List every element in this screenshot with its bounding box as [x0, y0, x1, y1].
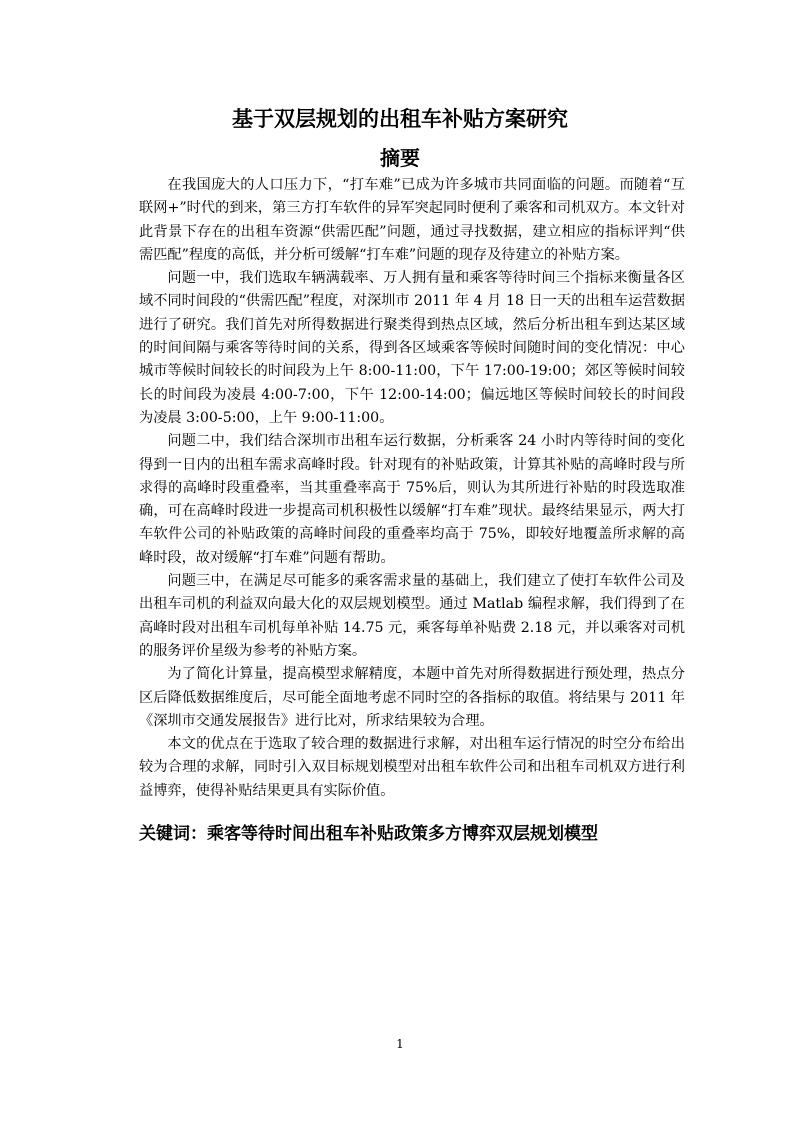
abstract-paragraph: 问题二中，我们结合深圳市出租车运行数据，分析乘客 24 小时内等待时间的变化得到一日内的出租车需求高峰时段。针对现有的补贴政策，计算其补贴的高峰时段与所求得的高峰时段重叠率，当其重叠率高于 75%后，则认为其所进行补贴的时段选取准确，可在高峰时段进一步提高司机积极性以缓解“打车难”现状。最终结果显示，两大打车软件公司的补贴政策的高峰时间段的重叠率均高于 75%，即较好地覆盖所求解的高峰时段，故对缓解“打车难”问题有帮助。: [139, 433, 685, 566]
abstract-heading: 摘要: [380, 146, 420, 170]
paper-title: 基于双层规划的出租车补贴方案研究: [232, 107, 568, 131]
abstract-paragraph: 为了简化计算量，提高模型求解精度，本题中首先对所得数据进行预处理，热点分区后降低数据维度后，尽可能全面地考虑不同时空的各指标的取值。将结果与 2011 年《深圳市交通发展报告》进行比对，所求结果较为合理。: [139, 666, 685, 729]
keywords-line: [139, 820, 699, 848]
abstract-paragraph: 问题三中，在满足尽可能多的乘客需求量的基础上，我们建立了使打车软件公司及出租车司机的利益双向最大化的双层规划模型。通过 Matlab 编程求解，我们得到了在高峰时段对出租车司机每单补贴 14.75 元，乘客每单补贴费 2.18 元，并以乘客对司机的服务评价星级为参考的补贴方案。: [139, 573, 685, 659]
abstract-paragraph: 在我国庞大的人口压力下，“打车难”已成为许多城市共同面临的问题。而随着“互联网+”时代的到来，第三方打车软件的异军突起同时便利了乘客和司机双方。本文针对此背景下存在的出租车资源“供需匹配”问题，通过寻找数据，建立相应的指标评判“供需匹配”程度的高低，并分析可缓解“打车难”问题的现存及待建立的补贴方案。: [139, 177, 685, 263]
abstract-body: [139, 174, 685, 803]
abstract-paragraph: 本文的优点在于选取了较合理的数据进行求解，对出租车运行情况的时空分布给出较为合理的求解，同时引入双目标规划模型对出租车软件公司和出租车司机双方进行利益博弈，使得补贴结果更具有实际价值。: [139, 736, 685, 799]
keywords-text: 乘客等待时间出租车补贴政策多方博弈双层规划模型: [207, 824, 598, 844]
page-number: 1: [396, 1037, 404, 1051]
keywords-label: 关键词：: [139, 824, 207, 844]
abstract-paragraph: 问题一中，我们选取车辆满载率、万人拥有量和乘客等待时间三个指标来衡量各区域不同时间段的“供需匹配”程度，对深圳市 2011 年 4 月 18 日一天的出租车运营数据进行了研究。我们首先对所得数据进行聚类得到热点区域，然后分析出租车到达某区域的时间间隔与乘客等待时间的关系，得到各区域乘客等候时间随时间的变化情况：中心城市等候时间较长的时间段为上午 8:00-11:00，下午 17:00-19:00；郊区等候时间较长的时间段为凌晨 4:00-7:00，下午 12:00-14:00；偏远地区等候时间较长的时间段为凌晨 3:00-5:00，上午 9:00-11:00。: [139, 270, 685, 426]
